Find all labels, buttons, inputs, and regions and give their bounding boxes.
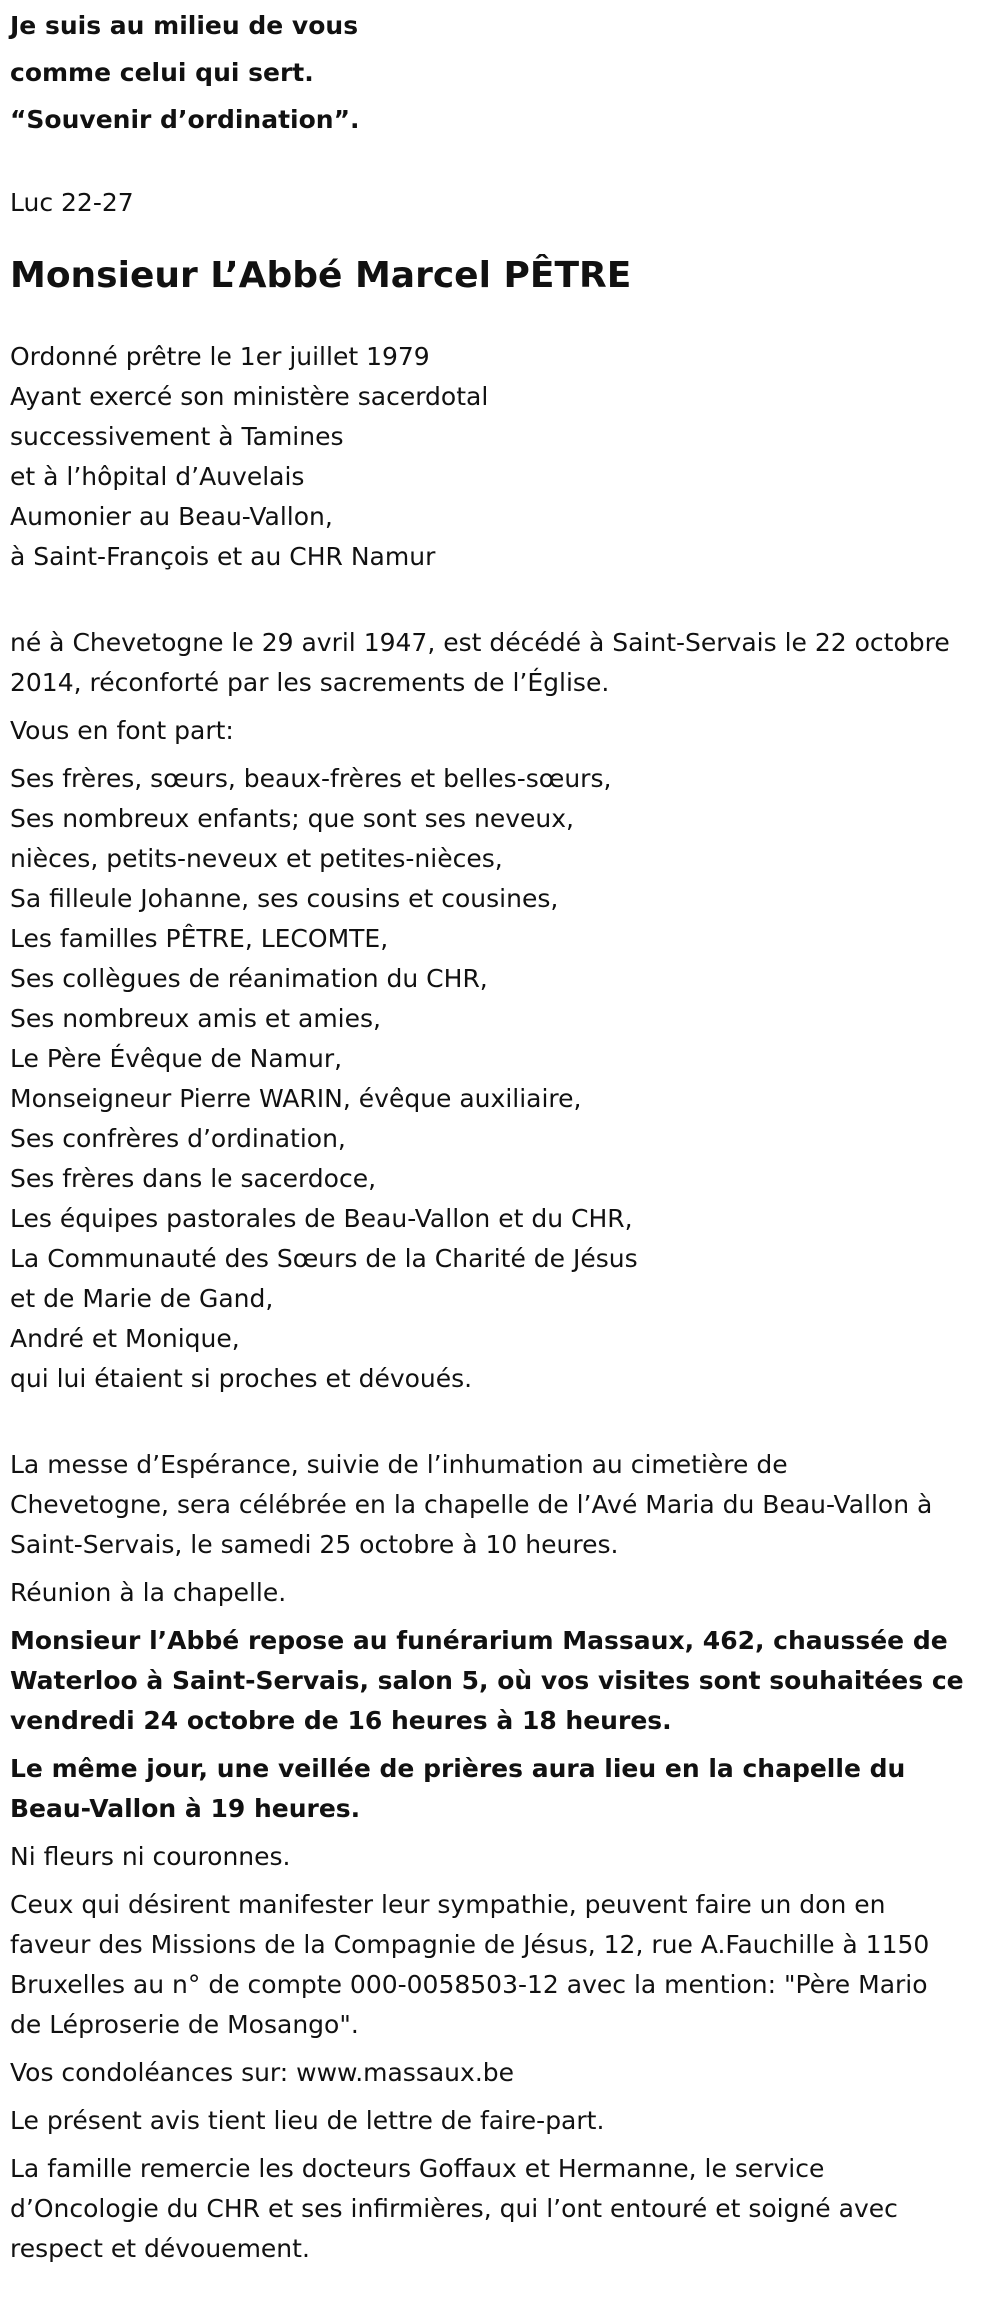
announce-section	[10, 711, 995, 751]
meeting-text: Réunion à la chapelle.	[10, 1578, 287, 1607]
mass-line: La messe d’Espérance, suivie de l’inhumation au cimetière de	[10, 1450, 788, 1479]
intro-quote-line: “Souvenir d’ordination”.	[10, 105, 360, 134]
death-section	[10, 623, 995, 703]
family-line: Le Père Évêque de Namur,	[10, 1044, 343, 1073]
notice-text: Le présent avis tient lieu de lettre de faire-part.	[10, 2106, 605, 2135]
family-line: Ses frères, sœurs, beaux-frères et belles-sœurs,	[10, 764, 612, 793]
funerarium-line: Waterloo à Saint-Servais, salon 5, où vos visites sont souhaitées ce	[10, 1666, 964, 1695]
thanks-line: respect et dévouement.	[10, 2234, 310, 2263]
deceased-name-title: Monsieur L’Abbé Marcel PÊTRE	[10, 255, 632, 296]
vigil-line: Le même jour, une veillée de prières aura lieu en la chapelle du	[10, 1754, 906, 1783]
career-line: Ayant exercé son ministère sacerdotal	[10, 382, 489, 411]
donation-section	[10, 1885, 995, 2045]
flowers-section	[10, 1837, 995, 1877]
bible-reference	[10, 183, 995, 223]
mass-line: Saint-Servais, le samedi 25 octobre à 10 heures.	[10, 1530, 619, 1559]
family-line: qui lui étaient si proches et dévoués.	[10, 1364, 473, 1393]
funerarium-line: Monsieur l’Abbé repose au funérarium Massaux, 462, chaussée de	[10, 1626, 948, 1655]
announce-text: Vous en font part:	[10, 716, 234, 745]
family-line: La Communauté des Sœurs de la Charité de Jésus	[10, 1244, 638, 1273]
family-line: nièces, petits-neveux et petites-nièces,	[10, 844, 503, 873]
flowers-text: Ni fleurs ni couronnes.	[10, 1842, 291, 1871]
mass-section	[10, 1445, 995, 1565]
family-line: Les équipes pastorales de Beau-Vallon et du CHR,	[10, 1204, 633, 1233]
family-line: Ses confrères d’ordination,	[10, 1124, 346, 1153]
funerarium-line: vendredi 24 octobre de 16 heures à 18 heures.	[10, 1706, 672, 1735]
career-line: Aumonier au Beau-Vallon,	[10, 502, 333, 531]
intro-quote-line: Je suis au milieu de vous	[10, 11, 359, 40]
family-line: Sa filleule Johanne, ses cousins et cousines,	[10, 884, 559, 913]
career-line: successivement à Tamines	[10, 422, 344, 451]
thanks-line: La famille remercie les docteurs Goffaux et Hermanne, le service	[10, 2154, 825, 2183]
meeting-section	[10, 1573, 995, 1613]
donation-line: de Léproserie de Mosango".	[10, 2010, 359, 2039]
family-line: Ses collègues de réanimation du CHR,	[10, 964, 488, 993]
family-list	[10, 759, 995, 1399]
family-line: Ses frères dans le sacerdoce,	[10, 1164, 377, 1193]
family-line: Ses nombreux enfants; que sont ses neveux,	[10, 804, 574, 833]
family-line: et de Marie de Gand,	[10, 1284, 274, 1313]
condolences-section	[10, 2053, 995, 2093]
bible-reference-text: Luc 22-27	[10, 188, 134, 217]
career-line: à Saint-François et au CHR Namur	[10, 542, 436, 571]
family-line: Les familles PÊTRE, LECOMTE,	[10, 924, 389, 953]
family-line: Ses nombreux amis et amies,	[10, 1004, 381, 1033]
condolences-text: Vos condoléances sur: www.massaux.be	[10, 2058, 515, 2087]
family-line: André et Monique,	[10, 1324, 240, 1353]
donation-line: Ceux qui désirent manifester leur sympathie, peuvent faire un don en	[10, 1890, 886, 1919]
obituary-document	[10, 0, 995, 2269]
vigil-line: Beau-Vallon à 19 heures.	[10, 1794, 361, 1823]
thanks-line: d’Oncologie du CHR et ses infirmières, qui l’ont entouré et soigné avec	[10, 2194, 898, 2223]
donation-line: Bruxelles au n° de compte 000-0058503-12 avec la mention: "Père Mario	[10, 1970, 928, 1999]
thanks-section	[10, 2149, 995, 2269]
career-line: Ordonné prêtre le 1er juillet 1979	[10, 342, 430, 371]
career-section	[10, 337, 995, 577]
career-line: et à l’hôpital d’Auvelais	[10, 462, 305, 491]
intro-quote	[10, 2, 995, 143]
funerarium-section	[10, 1621, 995, 1741]
donation-line: faveur des Missions de la Compagnie de Jésus, 12, rue A.Fauchille à 1150	[10, 1930, 930, 1959]
family-line: Monseigneur Pierre WARIN, évêque auxiliaire,	[10, 1084, 582, 1113]
notice-section	[10, 2101, 995, 2141]
mass-line: Chevetogne, sera célébrée en la chapelle de l’Avé Maria du Beau-Vallon à	[10, 1490, 933, 1519]
death-line: né à Chevetogne le 29 avril 1947, est décédé à Saint-Servais le 22 octobre	[10, 628, 950, 657]
intro-quote-line: comme celui qui sert.	[10, 58, 314, 87]
vigil-section	[10, 1749, 995, 1829]
death-line: 2014, réconforté par les sacrements de l’Église.	[10, 668, 610, 697]
